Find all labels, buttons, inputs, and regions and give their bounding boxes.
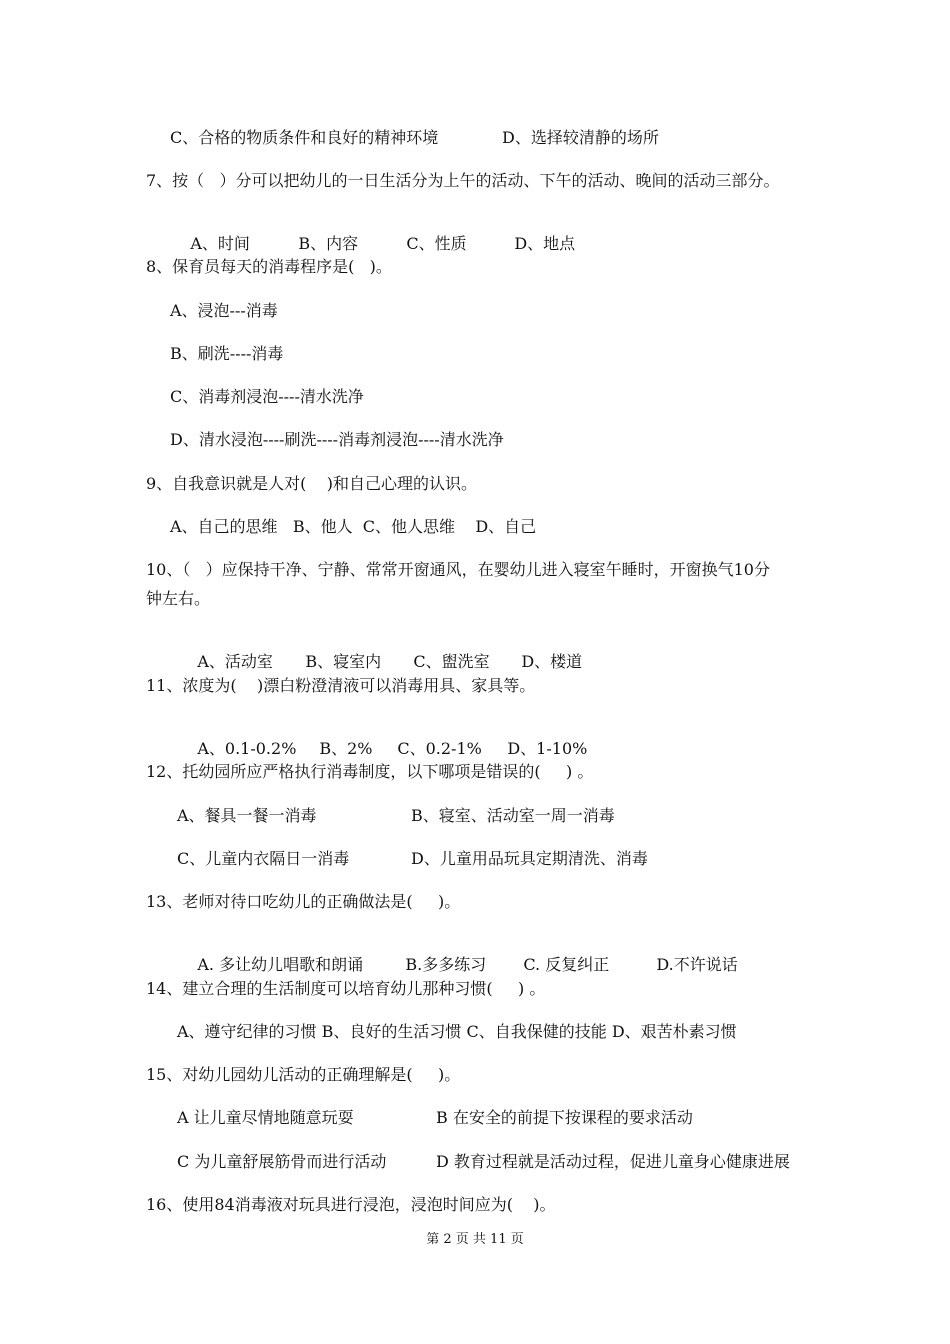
question-13: 13、老师对待口吃幼儿的正确做法是( )。: [146, 892, 461, 911]
q11-option-d: D、1-10%: [507, 739, 588, 758]
q10-option-b: B、寝室内: [305, 652, 382, 671]
q6-option-d: D、选择较清静的场所: [502, 128, 659, 147]
question-12: 12、托幼园所应严格执行消毒制度，以下哪项是错误的( ) 。: [146, 762, 594, 781]
q15-option-a: A 让儿童尽情地随意玩耍: [177, 1108, 354, 1127]
question-15: 15、对幼儿园幼儿活动的正确理解是( )。: [146, 1065, 461, 1084]
q11-option-c: C、0.2-1%: [397, 739, 482, 758]
q6-option-c: C、合格的物质条件和良好的精神环境: [170, 128, 439, 147]
q7-option-a: A、时间: [190, 234, 250, 253]
q12-option-a: A、餐具一餐一消毒: [177, 806, 317, 825]
q15-option-d: D 教育过程就是活动过程，促进儿童身心健康进展: [436, 1152, 790, 1171]
q7-option-d: D、地点: [514, 234, 576, 253]
q13-option-a: A. 多让幼儿唱歌和朗诵: [197, 955, 364, 974]
q10-option-a: A、活动室: [197, 652, 273, 671]
q7-option-c: C、性质: [406, 234, 467, 253]
question-7: 7、按（ ）分可以把幼儿的一日生活分为上午的活动、下午的活动、晚间的活动三部分。: [146, 171, 780, 190]
question-16: 16、使用84消毒液对玩具进行浸泡，浸泡时间应为( )。: [146, 1195, 556, 1214]
question-10-line-2: 钟左右。: [146, 589, 211, 608]
q15-option-c: C 为儿童舒展筋骨而进行活动: [177, 1152, 387, 1171]
question-11: 11、浓度为( )漂白粉澄清液可以消毒用具、家具等。: [146, 676, 536, 695]
q10-option-c: C、盥洗室: [413, 652, 490, 671]
question-14: 14、建立合理的生活制度可以培育幼儿那种习惯( ) 。: [146, 979, 546, 998]
q8-option-c: C、消毒剂浸泡----清水洗净: [170, 387, 364, 406]
q13-option-c: C. 反复纠正: [523, 955, 610, 974]
q14-options: A、遵守纪律的习惯 B、良好的生活习惯 C、自我保健的技能 D、艰苦朴素习惯: [177, 1022, 737, 1041]
page-footer: 第 2 页 共 11 页: [426, 1232, 524, 1247]
q8-option-d: D、清水浸泡----刷洗----消毒剂浸泡----清水洗净: [170, 430, 504, 449]
q13-option-d: D.不许说话: [656, 955, 738, 974]
question-8: 8、保育员每天的消毒程序是( )。: [146, 257, 392, 276]
q11-option-a: A、0.1-0.2%: [197, 739, 297, 758]
q10-option-d: D、楼道: [521, 652, 583, 671]
q8-option-a: A、浸泡---消毒: [170, 301, 278, 320]
question-10-line-1: 10、（ ）应保持干净、宁静、常常开窗通风，在婴幼儿进入寝室午睡时，开窗换气10分: [146, 560, 770, 579]
q8-option-b: B、刷洗----消毒: [170, 344, 284, 363]
q12-option-c: C、儿童内衣隔日一消毒: [177, 849, 350, 868]
question-9: 9、自我意识就是人对( )和自己心理的认识。: [146, 474, 478, 493]
q7-option-b: B、内容: [298, 234, 359, 253]
q12-option-b: B、寝室、活动室一周一消毒: [411, 806, 615, 825]
q15-option-b: B 在安全的前提下按课程的要求活动: [436, 1108, 693, 1127]
q9-options: A、自己的思维 B、他人 C、他人思维 D、自己: [170, 517, 537, 536]
q12-option-d: D、儿童用品玩具定期清洗、消毒: [411, 849, 648, 868]
q13-option-b: B.多多练习: [405, 955, 487, 974]
q11-option-b: B、2%: [319, 739, 373, 758]
